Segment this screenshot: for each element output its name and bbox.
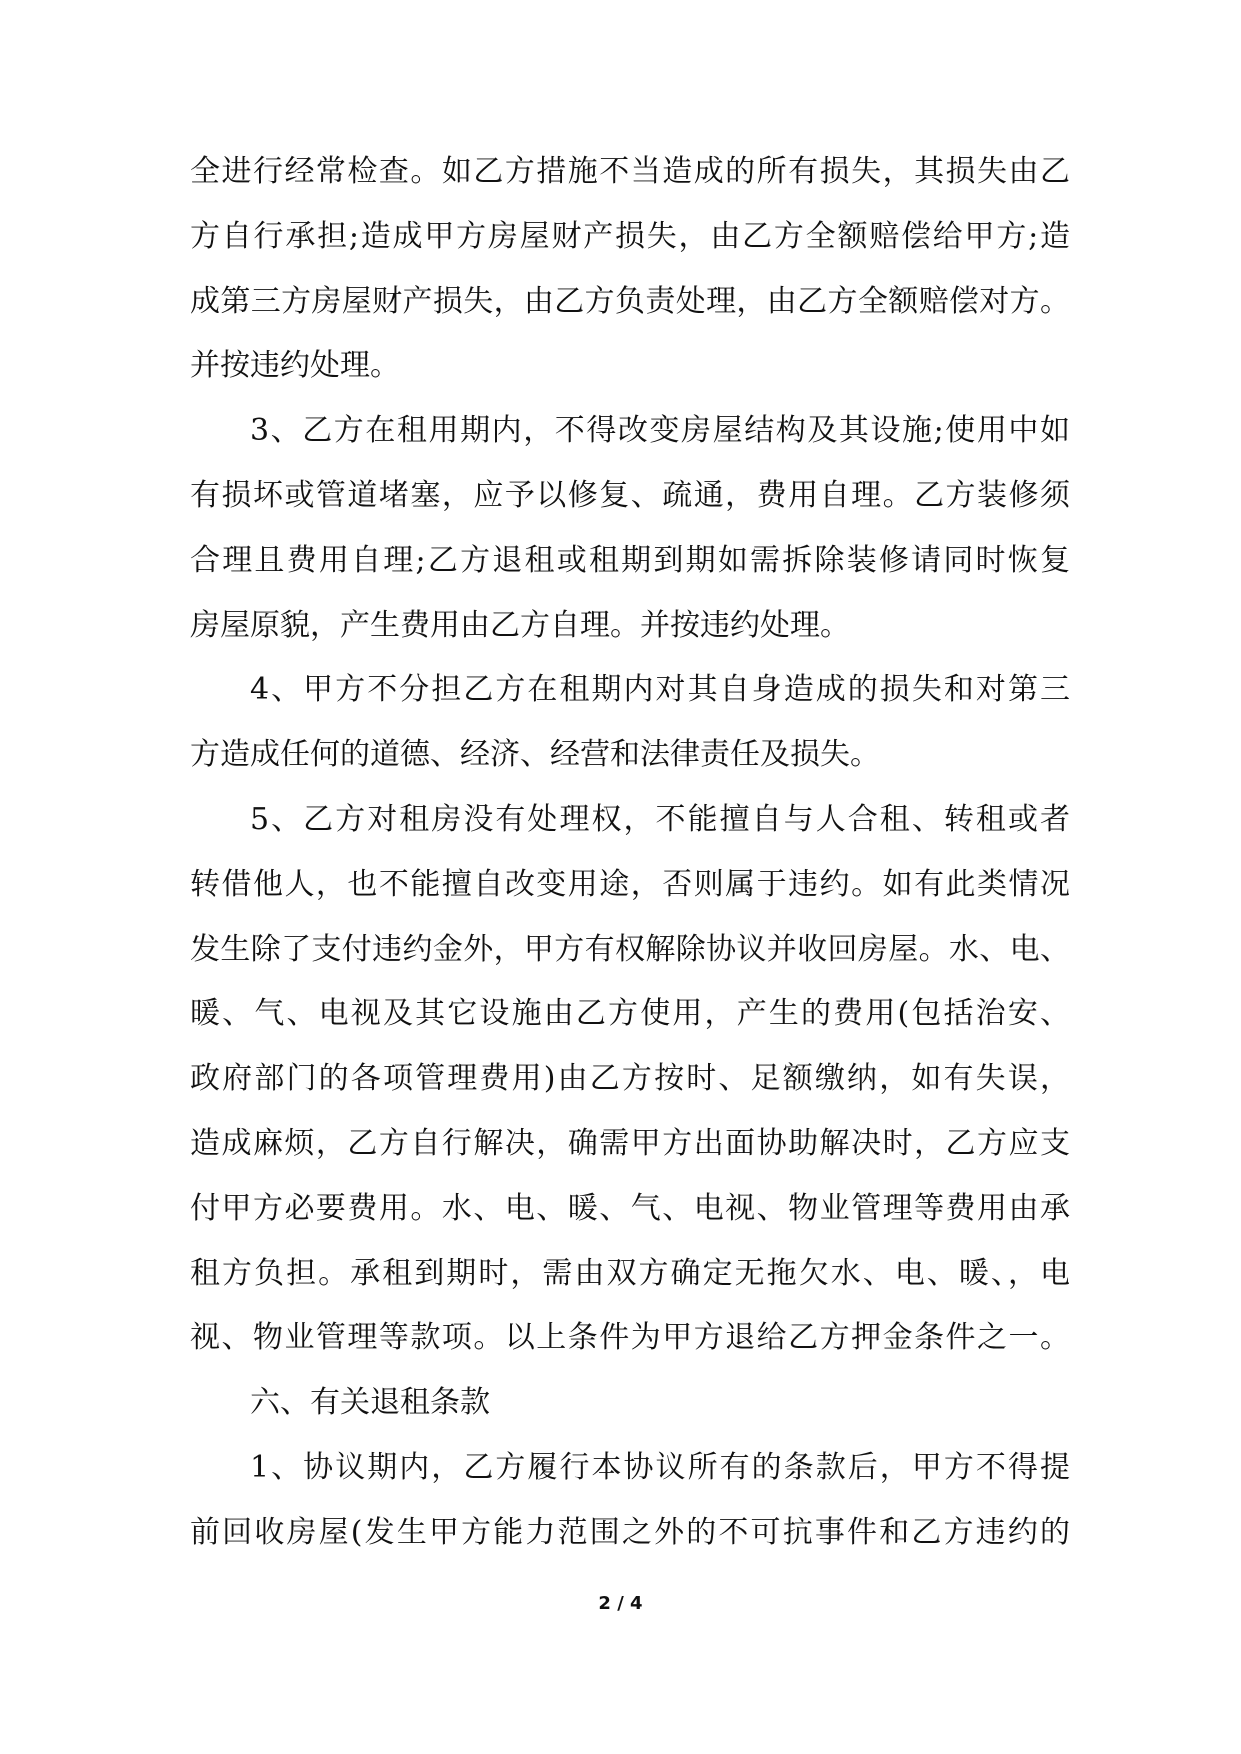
text-line: 1、协议期内，乙方履行本协议所有的条款后，甲方不得提	[250, 1449, 1070, 1485]
text-line: 转借他人，也不能擅自改变用途，否则属于违约。如有此类情况	[190, 866, 1070, 902]
text-line: 付甲方必要费用。水、电、暖、气、电视、物业管理等费用由承	[190, 1190, 1070, 1226]
text-line: 5、乙方对租房没有处理权，不能擅自与人合租、转租或者	[250, 801, 1070, 837]
text-line: 成第三方房屋财产损失，由乙方负责处理，由乙方全额赔偿对方。	[190, 283, 1070, 319]
text-line: 方自行承担;造成甲方房屋财产损失，由乙方全额赔偿给甲方;造	[190, 218, 1070, 254]
text-line: 合理且费用自理;乙方退租或租期到期如需拆除装修请同时恢复	[190, 542, 1070, 578]
page-number: 2 / 4	[598, 1593, 643, 1614]
text-line: 全进行经常检查。如乙方措施不当造成的所有损失，其损失由乙	[190, 154, 1070, 189]
text-line: 造成麻烦，乙方自行解决，确需甲方出面协助解决时，乙方应支	[190, 1125, 1070, 1161]
text-line: 发生除了支付违约金外，甲方有权解除协议并收回房屋。水、电、	[190, 931, 1070, 967]
text-line: 3、乙方在租用期内，不得改变房屋结构及其设施;使用中如	[250, 413, 1070, 449]
text-line: 方造成任何的道德、经济、经营和法律责任及损失。	[190, 737, 880, 773]
text-line: 4、甲方不分担乙方在租期内对其自身造成的损失和对第三	[250, 672, 1070, 708]
document-body	[190, 140, 1070, 1566]
text-line: 暖、气、电视及其它设施由乙方使用，产生的费用(包括治安、	[190, 996, 1070, 1032]
section-heading: 六、有关退租条款	[250, 1385, 490, 1421]
text-line: 有损坏或管道堵塞，应予以修复、疏通，费用自理。乙方装修须	[190, 477, 1070, 513]
text-line: 租方负担。承租到期时，需由双方确定无拖欠水、电、暖、，电	[190, 1255, 1070, 1291]
text-line: 政府部门的各项管理费用)由乙方按时、足额缴纳，如有失误，	[190, 1061, 1070, 1097]
text-line: 视、物业管理等款项。以上条件为甲方退给乙方押金条件之一。	[190, 1320, 1070, 1356]
text-line: 前回收房屋(发生甲方能力范围之外的不可抗事件和乙方违约的	[190, 1514, 1070, 1550]
text-line: 并按违约处理。	[190, 348, 400, 384]
text-line: 房屋原貌，产生费用由乙方自理。并按违约处理。	[190, 607, 850, 643]
